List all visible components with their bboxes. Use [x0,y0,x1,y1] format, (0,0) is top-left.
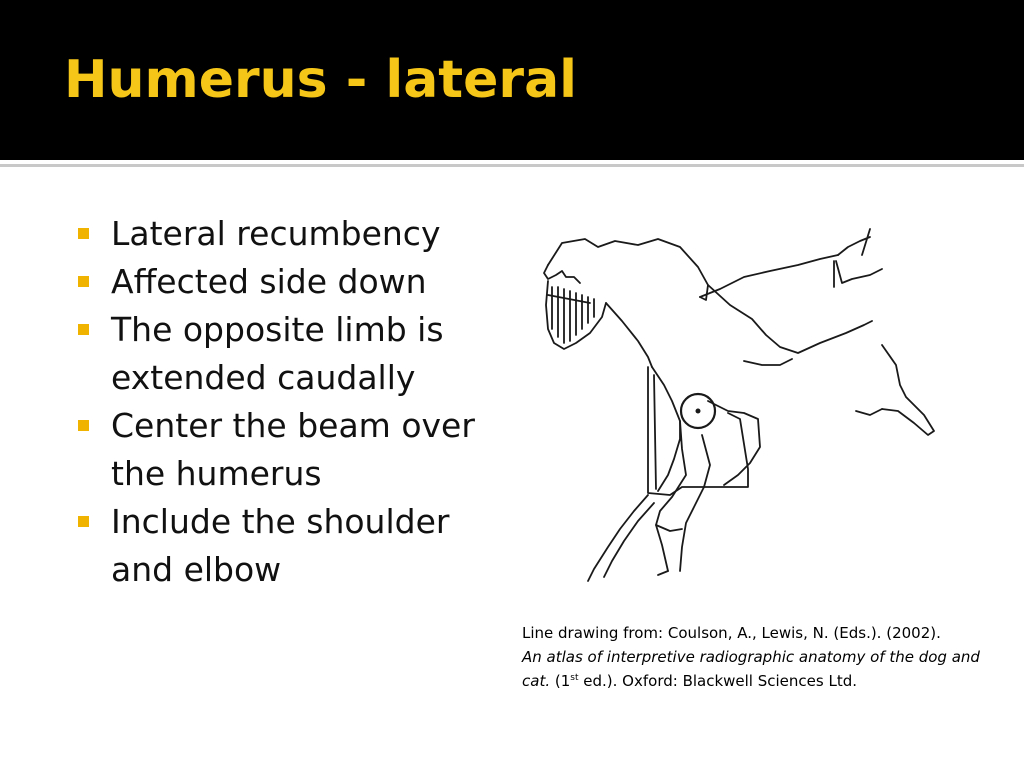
bullet-item [76,210,476,258]
bullet-item [76,258,476,306]
bullet-text: Affected side down [111,262,427,301]
bullet-square-icon [78,420,89,431]
dog-positioning-line-drawing [530,225,950,585]
bullet-item [76,306,476,402]
dog-head-outline [548,239,708,300]
citation-book-title: An atlas of interpretive radiographic anatomy of the dog and cat. [522,648,980,690]
citation-edition-open: (1 [554,672,571,690]
citation-superscript: st [570,673,579,683]
image-citation [522,621,1002,693]
slide-title: Humerus - lateral [64,50,577,110]
bullet-text: Lateral recumbency [111,214,441,253]
dog-back [700,255,838,297]
citation-publisher: ed.). Oxford: Blackwell Sciences Ltd. [578,672,858,690]
citation-line-2 [522,645,1002,693]
bullet-text: Include the shoulder and elbow [111,502,450,589]
dog-neck [606,303,652,367]
bullet-square-icon [78,276,89,287]
dog-hind-limb [882,345,934,435]
bullet-square-icon [78,324,89,335]
bullet-square-icon [78,228,89,239]
title-bar [0,0,1024,160]
bullet-text: The opposite limb is extended caudally [111,310,444,397]
citation-line-1: Line drawing from: Coulson, A., Lewis, N. (Eds.). (2002). [522,624,941,642]
bullet-square-icon [78,516,89,527]
bullet-item [76,402,476,498]
dog-belly [708,285,872,353]
cassette-plate [648,367,748,495]
bullet-list [76,210,476,594]
bullet-text: Center the beam over the humerus [111,406,475,493]
bullet-item [76,498,476,594]
divider [0,164,1024,167]
